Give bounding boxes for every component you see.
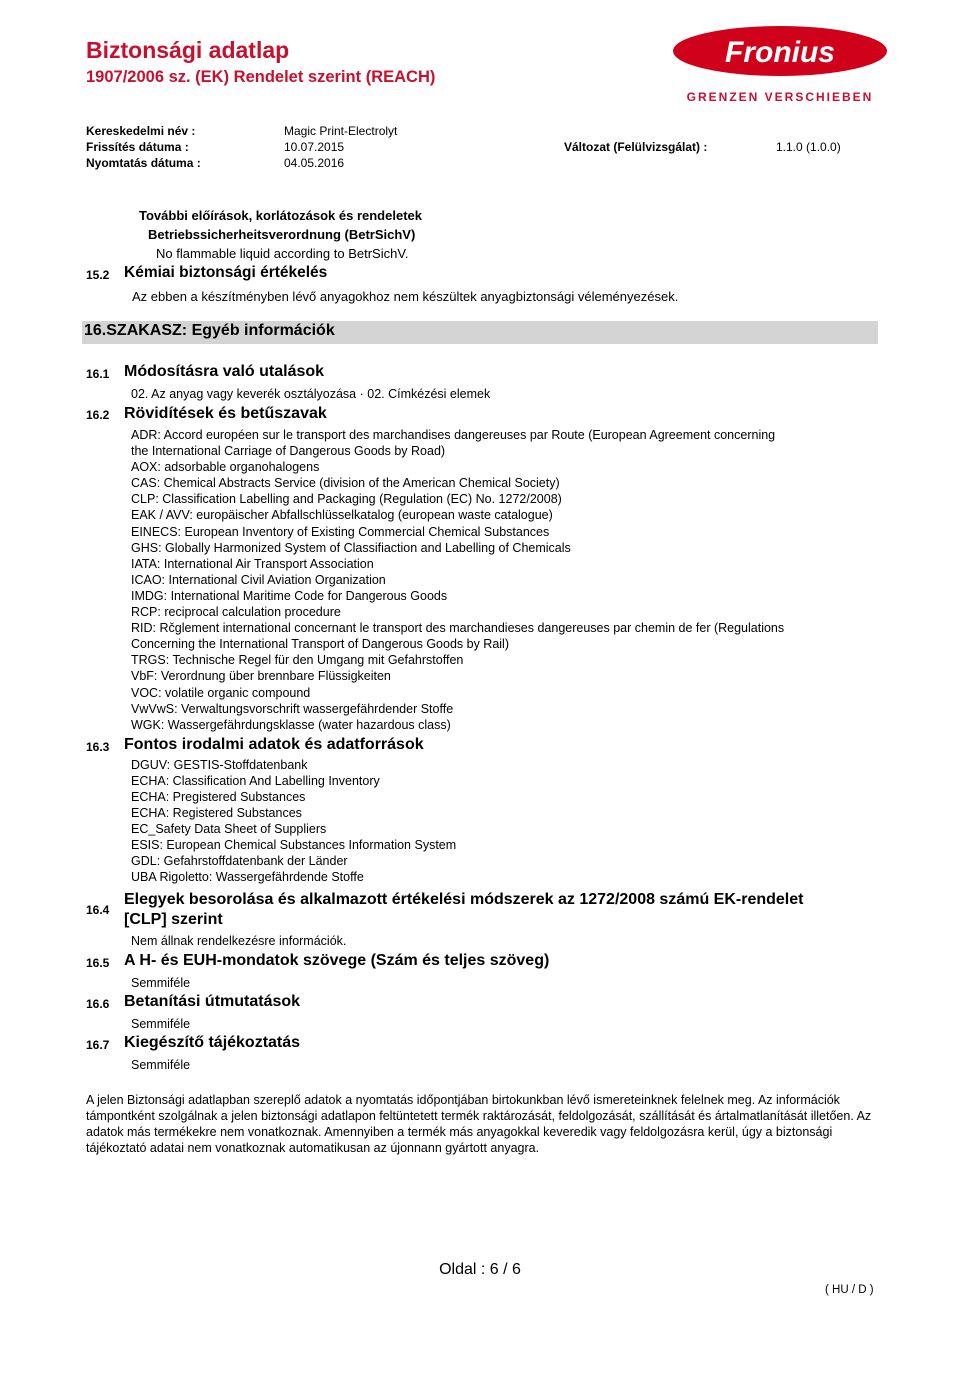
revision-date-label: Frissítés dátuma : bbox=[86, 140, 189, 154]
section-16-4-text: Nem állnak rendelkezésre információk. bbox=[131, 934, 347, 948]
list-item: ECHA: Pregistered Substances bbox=[131, 790, 306, 804]
list-item: ESIS: European Chemical Substances Information System bbox=[131, 838, 457, 852]
print-date-value: 04.05.2016 bbox=[284, 156, 345, 170]
regulation-note: No flammable liquid according to BetrSichV. bbox=[156, 246, 409, 261]
section-16-3-title: Fontos irodalmi adatok és adatforrások bbox=[124, 736, 424, 753]
section-16-band bbox=[82, 321, 878, 344]
section-16-2-title: Rövidítések és betűszavak bbox=[124, 405, 327, 422]
section-16-title: 16.SZAKASZ: Egyéb információk bbox=[84, 322, 335, 339]
disclaimer-paragraph: A jelen Biztonsági adatlapban szereplő adatok a nyomtatás időpontjában birtokunkban lévő ismereteinknek felelnek meg. Az információk támpontként szolgálnak a jelen biztonsági adatlapon feltüntetett termék raktározását, feldolgozását, szállítását és ártalmatlanítását illetően. Az adatok más termékekre nem vonatkoznak. Amennyiben a termék más anyagokkal keveredik vagy feldolgozásra kerül, úgy a biztonsági tájékoztató adatai nem vonatkoznak automatikusan az újonnann gyártott anyagra. bbox=[86, 1093, 872, 1155]
list-item: IMDG: International Maritime Code for Dangerous Goods bbox=[131, 588, 448, 603]
section-16-6-text: Semmiféle bbox=[131, 1017, 191, 1031]
list-item: EAK / AVV: europäischer Abfallschlüsselkatalog (european waste catalogue) bbox=[131, 508, 553, 523]
list-item: AOX: adsorbable organohalogens bbox=[131, 460, 320, 475]
other-regulations-title: További előírások, korlátozások és rendeletek bbox=[139, 208, 422, 223]
section-16-5-title: A H- és EUH-mondatok szövege (Szám és teljes szöveg) bbox=[124, 952, 550, 969]
section-16-4-title-line1: Elegyek besorolása és alkalmazott értékelési módszerek az 1272/2008 számú EK-rendelet bbox=[124, 891, 804, 908]
section-16-1-number: 16.1 bbox=[86, 367, 110, 381]
section-15-2-text: Az ebben a készítményben lévő anyagokhoz nem készültek anyagbiztonsági véleményezések. bbox=[132, 289, 679, 304]
section-15-2-number: 15.2 bbox=[86, 268, 110, 282]
section-16-1-text: 02. Az anyag vagy keverék osztályozása · 02. Címkézési elemek bbox=[131, 387, 491, 401]
revision-date-value: 10.07.2015 bbox=[284, 140, 345, 154]
list-item: TRGS: Technische Regel für den Umgang mit Gefahrstoffen bbox=[131, 653, 464, 668]
trade-name-label: Kereskedelmi név : bbox=[86, 124, 196, 138]
list-item: UBA Rigoletto: Wassergefährdende Stoffe bbox=[131, 870, 364, 884]
section-16-2-number: 16.2 bbox=[86, 408, 110, 422]
logo-tagline: GRENZEN VERSCHIEBEN bbox=[686, 90, 874, 104]
section-16-7-number: 16.7 bbox=[86, 1038, 110, 1052]
page-number: Oldal : 6 / 6 bbox=[439, 1261, 521, 1278]
section-16-1-title: Módosításra való utalások bbox=[124, 363, 325, 380]
list-item: EC_Safety Data Sheet of Suppliers bbox=[131, 822, 327, 836]
print-date-label: Nyomtatás dátuma : bbox=[86, 156, 201, 170]
section-16-5-text: Semmiféle bbox=[131, 976, 191, 990]
document-subtitle: 1907/2006 sz. (EK) Rendelet szerint (REACH) bbox=[86, 68, 436, 86]
section-16-4-title-line2: [CLP] szerint bbox=[124, 911, 223, 928]
section-16-6-title: Betanítási útmutatások bbox=[124, 993, 301, 1010]
trade-name-value: Magic Print-Electrolyt bbox=[284, 124, 398, 138]
document-title: Biztonsági adatlap bbox=[86, 37, 290, 63]
section-16-5-number: 16.5 bbox=[86, 956, 110, 970]
section-16-7-text: Semmiféle bbox=[131, 1058, 191, 1072]
list-item: WGK: Wassergefährdungsklasse (water hazardous class) bbox=[131, 717, 451, 732]
section-16-3-number: 16.3 bbox=[86, 740, 110, 754]
literature-list bbox=[131, 757, 456, 885]
list-item: RID: Rčglement international concernant le transport des marchandieses dangereuses par chemin de fer (Regulations bbox=[131, 621, 785, 636]
section-16-7-title: Kiegészítő tájékoztatás bbox=[124, 1034, 301, 1051]
list-item: CLP: Classification Labelling and Packaging (Regulation (EC) No. 1272/2008) bbox=[131, 492, 562, 507]
list-item: the International Carriage of Dangerous Goods by Road) bbox=[131, 444, 446, 459]
abbreviations-list bbox=[131, 427, 784, 733]
list-item: VwVwS: Verwaltungsvorschrift wassergefährdender Stoffe bbox=[131, 701, 454, 716]
list-item: ECHA: Registered Substances bbox=[131, 806, 302, 820]
language-code: ( HU / D ) bbox=[825, 1284, 874, 1296]
section-16-6-number: 16.6 bbox=[86, 997, 110, 1011]
version-label: Változat (Felülvizsgálat) : bbox=[564, 140, 708, 154]
regulation-name: Betriebssicherheitsverordnung (BetrSichV) bbox=[148, 227, 416, 242]
fronius-logo bbox=[668, 22, 890, 112]
section-15-2-title: Kémiai biztonsági értékelés bbox=[124, 264, 328, 281]
list-item: VbF: Verordnung über brennbare Flüssigkeiten bbox=[131, 669, 391, 684]
list-item: IATA: International Air Transport Association bbox=[131, 556, 374, 571]
list-item: GHS: Globally Harmonized System of Classifiaction and Labelling of Chemicals bbox=[131, 540, 571, 555]
list-item: ECHA: Classification And Labelling Inventory bbox=[131, 774, 380, 788]
list-item: ICAO: International Civil Aviation Organization bbox=[131, 572, 386, 587]
list-item: DGUV: GESTIS-Stoffdatenbank bbox=[131, 758, 308, 772]
section-16-4-number: 16.4 bbox=[86, 903, 110, 917]
version-value: 1.1.0 (1.0.0) bbox=[776, 140, 841, 154]
list-item: EINECS: European Inventory of Existing Commercial Chemical Substances bbox=[131, 524, 550, 539]
list-item: CAS: Chemical Abstracts Service (division of the American Chemical Society) bbox=[131, 476, 560, 491]
list-item: RCP: reciprocal calculation procedure bbox=[131, 605, 341, 620]
list-item: ADR: Accord européen sur le transport des marchandises dangereuses par Route (European Agreement concerning bbox=[131, 428, 776, 442]
list-item: Concerning the International Transport of Dangerous Goods by Rail) bbox=[131, 637, 509, 652]
list-item: VOC: volatile organic compound bbox=[131, 685, 311, 700]
list-item: GDL: Gefahrstoffdatenbank der Länder bbox=[131, 854, 348, 868]
logo-brand: Fronius bbox=[725, 36, 835, 69]
